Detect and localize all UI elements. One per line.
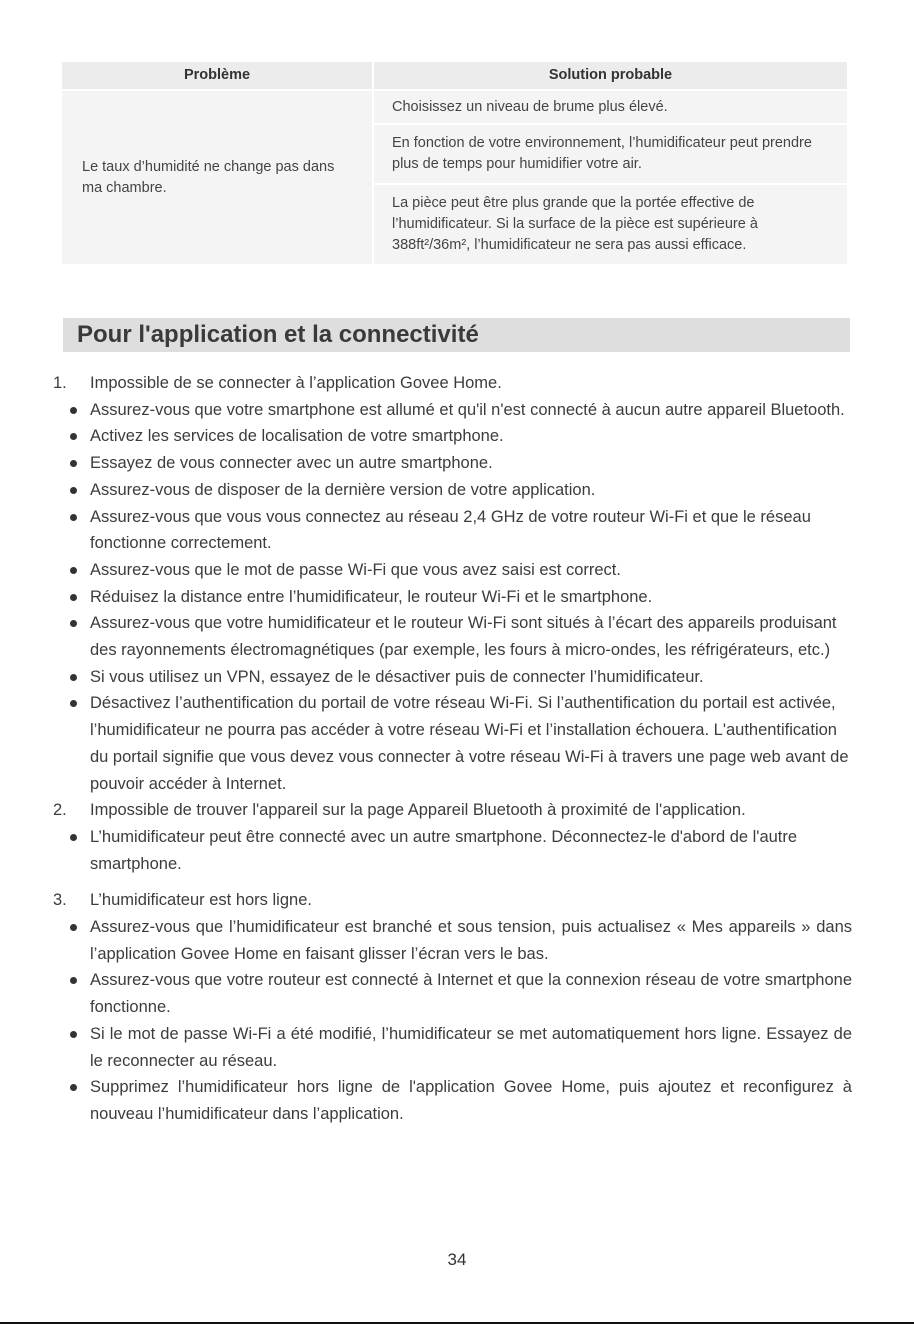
section-title: Pour l'application et la connectivité <box>63 318 850 352</box>
item-text: L’humidificateur est hors ligne. <box>90 891 312 910</box>
item-text: Supprimez l’humidificateur hors ligne de l'application Govee Home, puis ajoutez et reconfigurez à nouveau l’humidificateur dans l’application. <box>90 1078 852 1123</box>
solution-cell: Choisissez un niveau de brume plus élevé. <box>374 91 847 123</box>
list-item <box>62 664 852 691</box>
bullet-icon <box>70 700 77 707</box>
list-item <box>62 690 852 797</box>
list-item <box>62 477 852 504</box>
solution-cell: La pièce peut être plus grande que la portée effective de l’humidificateur. Si la surface de la pièce est supérieure à 388ft²/36m², l’humidificateur ne sera pas aussi efficace. <box>374 185 847 264</box>
item-text: Désactivez l’authentification du portail de votre réseau Wi-Fi. Si l’authentification du portail est activée, l’humidificateur ne pourra pas accéder à votre réseau Wi-Fi et l’installation échouera. L'authentification du portail signifie que vous devez vous connecter à votre réseau Wi-Fi à travers une page web avant de pouvoir accéder à Internet. <box>90 694 849 793</box>
item-number: 2. <box>53 801 67 820</box>
item-text: Assurez-vous de disposer de la dernière version de votre application. <box>90 480 596 499</box>
list-item <box>53 797 852 824</box>
item-text: Assurez-vous que votre humidificateur et le routeur Wi-Fi sont situés à l’écart des appareils produisant des rayonnements électromagnétiques (par exemple, les fours à micro-ondes, les réfrigérateurs, etc.) <box>90 614 837 660</box>
bullet-icon <box>70 620 77 627</box>
list-item <box>62 450 852 477</box>
spacer <box>62 877 852 887</box>
bullet-icon <box>70 1084 77 1091</box>
bullet-icon <box>70 460 77 467</box>
list-item <box>62 824 852 877</box>
list-item <box>62 584 852 611</box>
item-text: Assurez-vous que votre smartphone est allumé et qu'il n'est connecté à aucun autre appareil Bluetooth. <box>90 400 845 419</box>
troubleshooting-table <box>60 60 849 266</box>
bullet-icon <box>70 594 77 601</box>
list-item <box>62 610 852 663</box>
bullet-icon <box>70 487 77 494</box>
table-row <box>62 91 847 123</box>
item-text: Impossible de se connecter à l’application Govee Home. <box>90 374 502 392</box>
item-text: Assurez-vous que l’humidificateur est branché et sous tension, puis actualisez « Mes appareils » dans l’application Govee Home en faisant glisser l’écran vers le bas. <box>90 918 852 963</box>
problem-cell: Le taux d’humidité ne change pas dans ma chambre. <box>62 91 372 264</box>
header-probleme: Problème <box>62 62 372 89</box>
bullet-icon <box>70 1031 77 1038</box>
item-text: Assurez-vous que vous vous connectez au réseau 2,4 GHz de votre routeur Wi-Fi et que le réseau fonctionne correctement. <box>90 507 811 553</box>
bullet-icon <box>70 977 77 984</box>
item-text: Assurez-vous que le mot de passe Wi-Fi que vous avez saisi est correct. <box>90 560 621 579</box>
bullet-icon <box>70 433 77 440</box>
bullet-icon <box>70 834 77 841</box>
list-item <box>62 397 852 424</box>
list-item <box>62 423 852 450</box>
list-item <box>53 887 852 914</box>
connectivity-list <box>53 370 852 1128</box>
header-solution: Solution probable <box>374 62 847 89</box>
item-number: 3. <box>53 891 67 910</box>
item-text: Assurez-vous que votre routeur est connecté à Internet et que la connexion réseau de votre smartphone fonctionne. <box>90 971 852 1017</box>
list-item <box>62 1021 852 1074</box>
list-item <box>62 1074 852 1127</box>
bullet-icon <box>70 674 77 681</box>
item-text: Si vous utilisez un VPN, essayez de le désactiver puis de connecter l’humidificateur. <box>90 667 704 686</box>
bullet-icon <box>70 924 77 931</box>
bullet-icon <box>70 567 77 574</box>
list-item <box>62 504 852 557</box>
bullet-icon <box>70 407 77 414</box>
item-text: L’humidificateur peut être connecté avec un autre smartphone. Déconnectez-le d'abord de l'autre smartphone. <box>90 827 798 873</box>
item-text: Réduisez la distance entre l’humidificateur, le routeur Wi-Fi et le smartphone. <box>90 587 653 606</box>
list-item <box>62 914 852 967</box>
list-item <box>62 557 852 584</box>
bullet-icon <box>70 514 77 521</box>
item-text: Essayez de vous connecter avec un autre smartphone. <box>90 454 493 473</box>
item-text: Impossible de trouver l'appareil sur la page Appareil Bluetooth à proximité de l'application. <box>90 801 746 820</box>
item-text: Si le mot de passe Wi-Fi a été modifié, l’humidificateur se met automatiquement hors ligne. Essayez de le reconnecter au réseau. <box>90 1024 852 1070</box>
item-number: 1. <box>53 374 67 392</box>
item-text: Activez les services de localisation de votre smartphone. <box>90 427 504 446</box>
list-item <box>62 967 852 1020</box>
page-number: 34 <box>447 1250 467 1269</box>
solution-cell: En fonction de votre environnement, l’humidificateur peut prendre plus de temps pour humidifier votre air. <box>374 125 847 183</box>
list-item <box>53 370 852 397</box>
table-header-row <box>62 62 847 89</box>
